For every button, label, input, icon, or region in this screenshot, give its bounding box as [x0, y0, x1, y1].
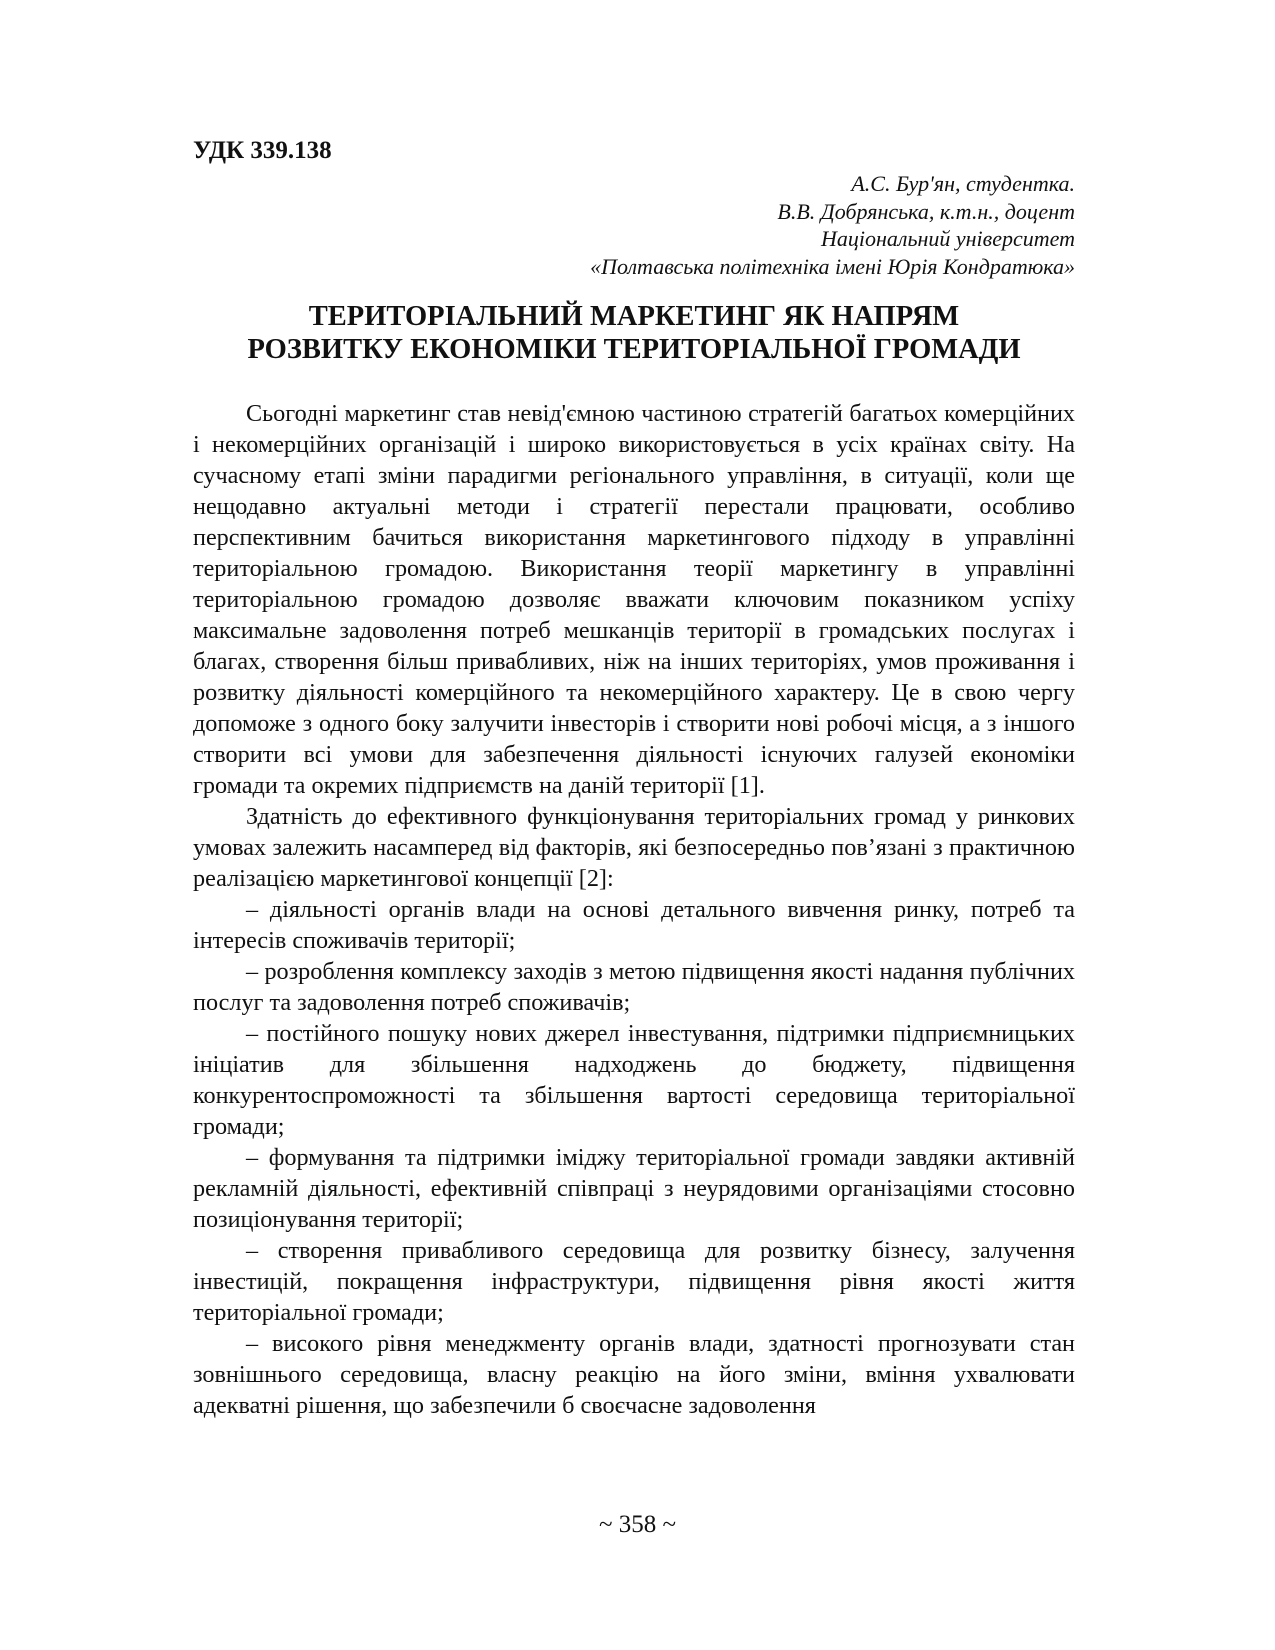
list-item: – формування та підтримки іміджу територіальної громади завдяки активній рекламній діяльності, ефективній співпраці з неурядовими організаціями стосовно позиціонування території; [193, 1144, 1075, 1233]
list-item: – діяльності органів влади на основі детального вивчення ринку, потреб та інтересів споживачів території; [193, 896, 1075, 954]
title-line-1: ТЕРИТОРІАЛЬНИЙ МАРКЕТИНГ ЯК НАПРЯМ [308, 301, 960, 332]
affiliation-line-2: «Полтавська політехніка імені Юрія Кондратюка» [590, 253, 1075, 279]
author-line-1: А.С. Бур'ян, студентка. [851, 171, 1075, 196]
list-item: – розроблення комплексу заходів з метою підвищення якості надання публічних послуг та задоволення потреб споживачів; [193, 958, 1075, 1016]
article-body [193, 398, 1075, 1421]
udc-code: УДК 339.138 [193, 137, 332, 164]
paragraph-intro: Сьогодні маркетинг став невід'ємною частиною стратегій багатьох комерційних і некомерційних організацій і широко використовується в усіх країнах світу. На сучасному етапі зміни парадигми регіонального управління, в ситуації, коли ще нещодавно актуальні методи і стратегії перестали працювати, особливо перспективним бачиться використання маркетингового підходу в управлінні територіальною громадою. Використання теорії маркетингу в управлінні територіальною громадою дозволяє вважати ключовим показником успіху максимальне задоволення потреб мешканців території в громадських послугах і благах, створення більш привабливих, ніж на інших територіях, умов проживання і розвитку діяльності комерційного та некомерційного характеру. Це в свою чергу допоможе з одного боку залучити інвесторів і створити нові робочі місця, а з іншого створити всі умови для забезпечення діяльності існуючих галузей економіки громади та окремих підприємств на даній території [1]. [193, 400, 1075, 799]
list-item: – постійного пошуку нових джерел інвестування, підтримки підприємницьких ініціатив для збільшення надходжень до бюджету, підвищення конкурентоспроможності та збільшення вартості середовища територіальної громади; [193, 1020, 1075, 1140]
page-number: ~ 358 ~ [598, 1511, 677, 1538]
article-title [193, 300, 1075, 366]
paragraph-factors: Здатність до ефективного функціонування територіальних громад у ринкових умовах залежить насамперед від факторів, які безпосередньо пов’язані з практичною реалізацією маркетингової концепції [2]: [193, 803, 1075, 892]
affiliation-line-1: Національний університет [820, 226, 1075, 251]
list-item: – високого рівня менеджменту органів влади, здатності прогнозувати стан зовнішнього середовища, власну реакцію на його зміни, вміння ухвалювати адекватні рішення, що забезпечили б своєчасне задоволення [193, 1330, 1075, 1419]
title-line-2: РОЗВИТКУ ЕКОНОМІКИ ТЕРИТОРІАЛЬНОЇ ГРОМАДИ [247, 334, 1021, 365]
list-item: – створення привабливого середовища для розвитку бізнесу, залучення інвестицій, покращення інфраструктури, підвищення рівня якості життя територіальної громади; [193, 1237, 1075, 1326]
author-line-2: В.В. Добрянська, к.т.н., доцент [777, 198, 1075, 224]
author-block [375, 170, 1075, 280]
